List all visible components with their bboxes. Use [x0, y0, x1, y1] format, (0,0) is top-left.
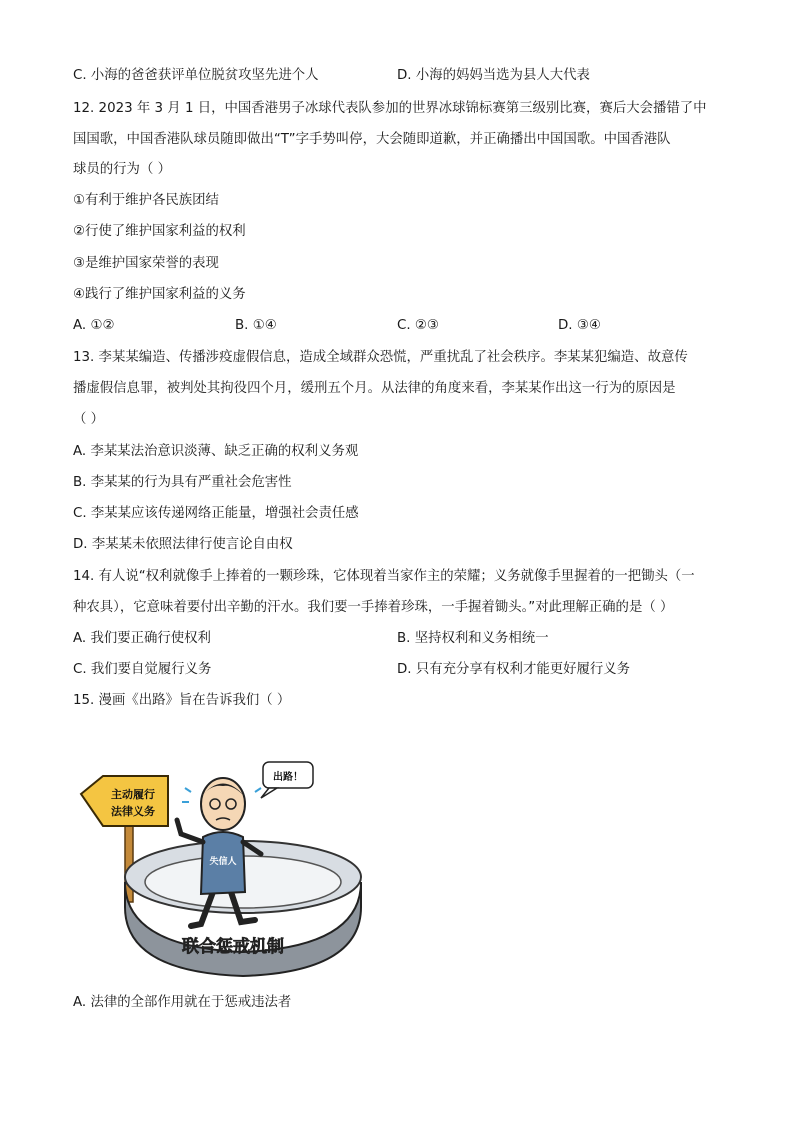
q12-option-c: C. ②③: [397, 318, 439, 333]
shirt-label: 失信人: [209, 857, 237, 867]
q14-option-d: D. 只有充分享有权利才能更好履行义务: [397, 662, 631, 677]
q14-option-a: A. 我们要正确行使权利: [73, 631, 211, 646]
q12-item-4: ④践行了维护国家利益的义务: [73, 287, 246, 302]
q12-item-1: ①有利于维护各民族团结: [73, 193, 219, 208]
q13-option-c: C. 李某某应该传递网络正能量，增强社会责任感: [73, 506, 359, 521]
q13-stem-line2: 播虚假信息罪，被判处其拘役四个月，缓刑五个月。从法律的角度来看，李某某作出这一行为的原因是: [73, 381, 676, 396]
q12-option-a: A. ①②: [73, 318, 115, 333]
q12-stem-line1: 12. 2023 年 3 月 1 日，中国香港男子冰球代表队参加的世界冰球锦标赛第三级别比赛，赛后大会播错了中: [73, 101, 707, 116]
q13-option-b: B. 李某某的行为具有严重社会危害性: [73, 475, 292, 490]
q12-option-d: D. ③④: [558, 318, 601, 333]
q12-stem-line2: 国国歌，中国香港队球员随即做出“T”字手势叫停，大会随即道歉，并正确播出中国国歌。中国香港队: [73, 132, 671, 147]
q12-item-2: ②行使了维护国家利益的权利: [73, 224, 246, 239]
q14-option-b: B. 坚持权利和义务相统一: [397, 631, 549, 646]
q13-option-d: D. 李某某未依照法律行使言论自由权: [73, 537, 293, 552]
q13-stem-line1: 13. 李某某编造、传播涉疫虚假信息，造成全域群众恐慌，严重扰乱了社会秩序。李某某犯编造、故意传: [73, 350, 688, 365]
sign-text-line2: 法律义务: [111, 805, 155, 818]
q13-stem-line3: （ ）: [73, 412, 105, 427]
wall-text: 联合惩戒机制: [182, 937, 284, 957]
q15-option-a: A. 法律的全部作用就在于惩戒违法者: [73, 995, 292, 1010]
q14-stem-line1: 14. 有人说“权利就像手上捧着的一颗珍珠，它体现着当家作主的荣耀；义务就像手里握着的一把锄头（一: [73, 569, 695, 584]
sign-text-line1: 主动履行: [111, 788, 155, 801]
cartoon-illustration: [73, 742, 363, 982]
prev-option-d: D. 小海的妈妈当选为县人大代表: [397, 68, 590, 83]
q14-option-c: C. 我们要自觉履行义务: [73, 662, 212, 677]
bubble-text: 出路！: [273, 772, 303, 783]
q12-item-3: ③是维护国家荣誉的表现: [73, 256, 219, 271]
q12-stem-line3: 球员的行为（ ）: [73, 162, 171, 177]
q13-option-a: A. 李某某法治意识淡薄、缺乏正确的权利义务观: [73, 444, 359, 459]
q15-stem: 15. 漫画《出路》旨在告诉我们（ ）: [73, 693, 291, 708]
prev-option-c: C. 小海的爸爸获评单位脱贫攻坚先进个人: [73, 68, 319, 83]
speech-bubble: [261, 762, 313, 798]
arrow-sign: [81, 776, 168, 826]
q14-stem-line2: 种农具），它意味着要付出辛勤的汗水。我们要一手捧着珍珠，一手握着锄头。”对此理解正确的是（ ）: [73, 600, 674, 615]
q12-option-b: B. ①④: [235, 318, 277, 333]
